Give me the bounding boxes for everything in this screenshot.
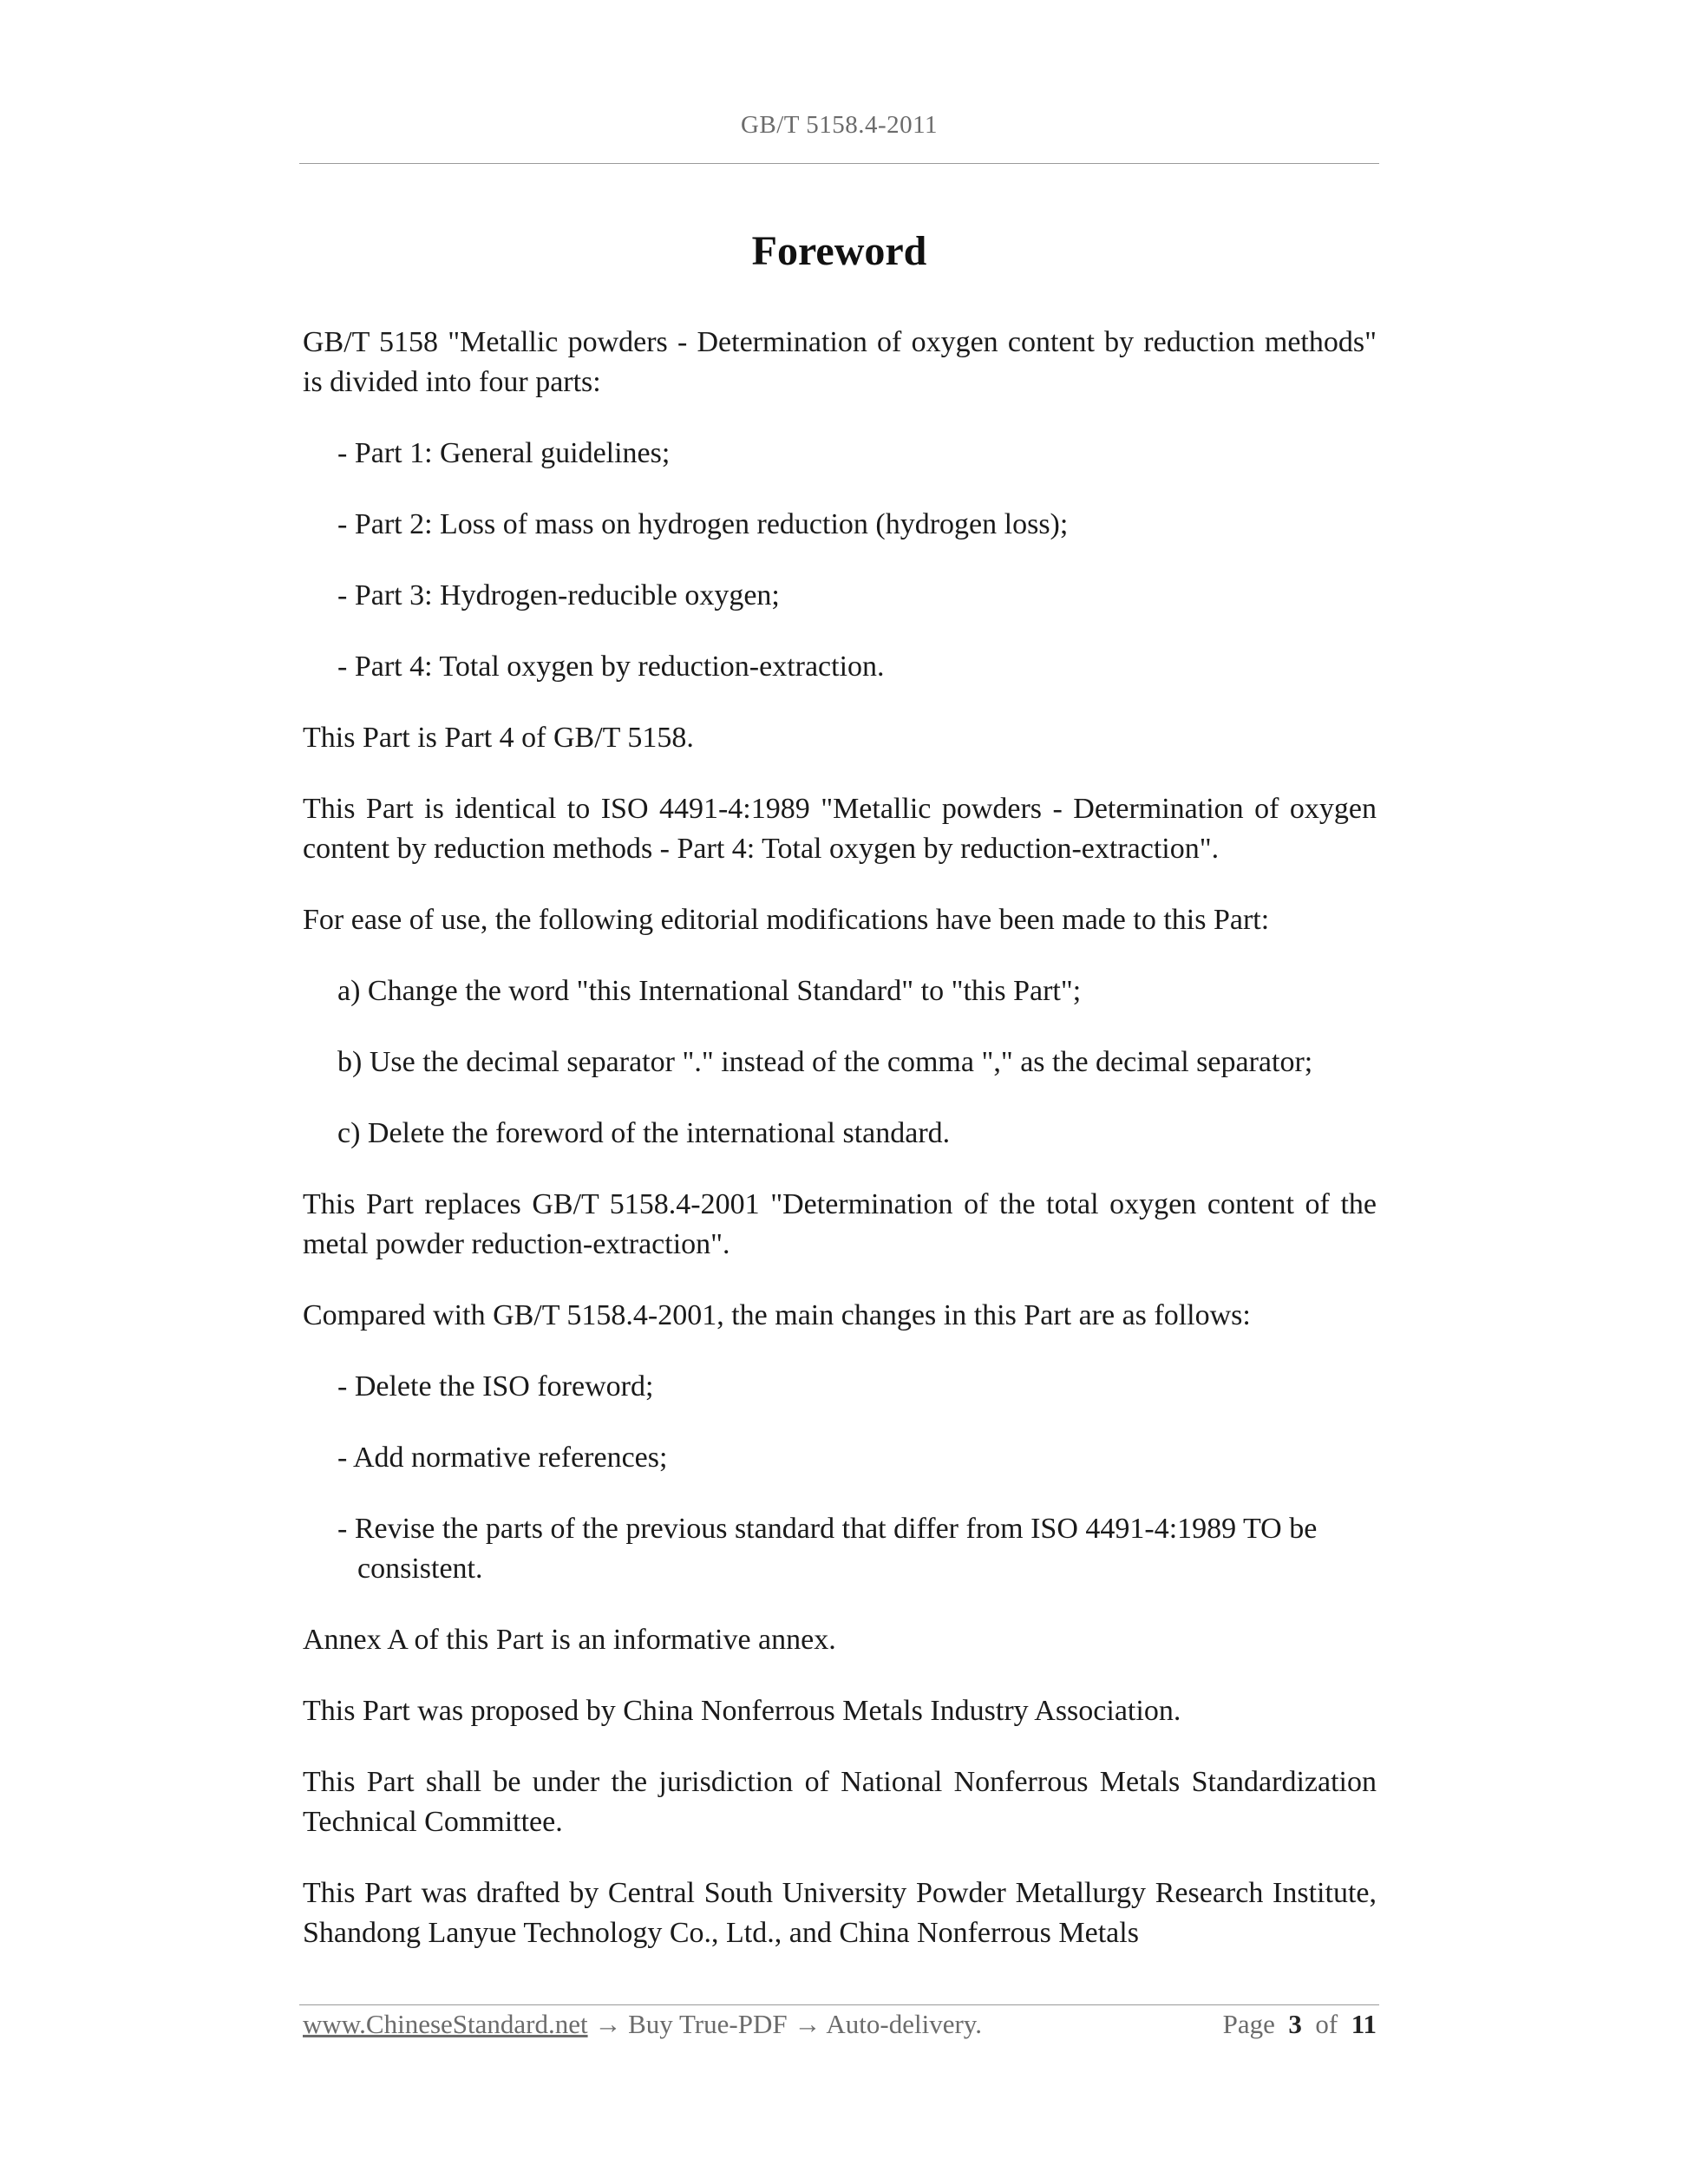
- paragraph: Annex A of this Part is an informative annex.: [303, 1624, 836, 1656]
- list-item: c) Delete the foreword of the international standard.: [337, 1117, 951, 1149]
- list-item: b) Use the decimal separator "." instead of the comma "," as the decimal separator;: [337, 1046, 1313, 1078]
- of-label: of: [1315, 2009, 1338, 2039]
- arrow-right-icon: →: [794, 2009, 821, 2039]
- list-item: - Part 3: Hydrogen-reducible oxygen;: [337, 579, 780, 611]
- footer-divider: [299, 2004, 1379, 2005]
- list-item: a) Change the word "this International Standard" to "this Part";: [337, 975, 1082, 1007]
- paragraph: This Part was proposed by China Nonferrous Metals Industry Association.: [303, 1695, 1181, 1727]
- current-page: 3: [1288, 2009, 1302, 2039]
- paragraph: For ease of use, the following editorial modifications have been made to this Part:: [303, 904, 1270, 936]
- running-header: GB/T 5158.4-2011: [740, 111, 939, 139]
- buy-pdf-text: Buy True-PDF: [628, 2009, 788, 2039]
- list-item: - Delete the ISO foreword;: [337, 1370, 654, 1403]
- page-title: Foreword: [751, 228, 927, 274]
- delivery-text: Auto-delivery.: [826, 2009, 983, 2039]
- paragraph: Compared with GB/T 5158.4-2001, the main changes in this Part are as follows:: [303, 1299, 1251, 1331]
- page-number: [1223, 2009, 1377, 2040]
- arrow-right-icon: →: [594, 2009, 622, 2039]
- list-item: - Add normative references;: [337, 1442, 668, 1474]
- page-label: Page: [1222, 2009, 1275, 2039]
- header-divider: [299, 163, 1379, 164]
- list-item: - Revise the parts of the previous standard that differ from ISO 4491-4:1989 TO be consistent.: [337, 1513, 1318, 1585]
- total-pages: 11: [1351, 2009, 1377, 2039]
- list-item: - Part 1: General guidelines;: [337, 437, 671, 469]
- paragraph-intro: GB/T 5158 "Metallic powders - Determination of oxygen content by reduction methods" is divided into four parts:: [303, 326, 1377, 398]
- paragraph: This Part was drafted by Central South University Powder Metallurgy Research Institute, Shandong Lanyue Technology Co., Ltd., and China Nonferrous Metals: [303, 1877, 1377, 1949]
- paragraph: This Part is Part 4 of GB/T 5158.: [303, 722, 694, 754]
- paragraph: This Part replaces GB/T 5158.4-2001 "Determination of the total oxygen content of the metal powder reduction-extraction".: [303, 1188, 1377, 1260]
- paragraph: This Part shall be under the jurisdiction of National Nonferrous Metals Standardization Technical Committee.: [303, 1766, 1377, 1838]
- list-item: - Part 2: Loss of mass on hydrogen reduction (hydrogen loss);: [337, 508, 1069, 540]
- list-item: - Part 4: Total oxygen by reduction-extraction.: [337, 651, 885, 683]
- paragraph: This Part is identical to ISO 4491-4:1989 "Metallic powders - Determination of oxygen content by reduction methods - Part 4: Total oxygen by reduction-extraction".: [303, 793, 1377, 865]
- website-link[interactable]: www.ChineseStandard.net: [303, 2009, 588, 2039]
- document-body: [303, 323, 1377, 1985]
- page-footer: [303, 2009, 1377, 2040]
